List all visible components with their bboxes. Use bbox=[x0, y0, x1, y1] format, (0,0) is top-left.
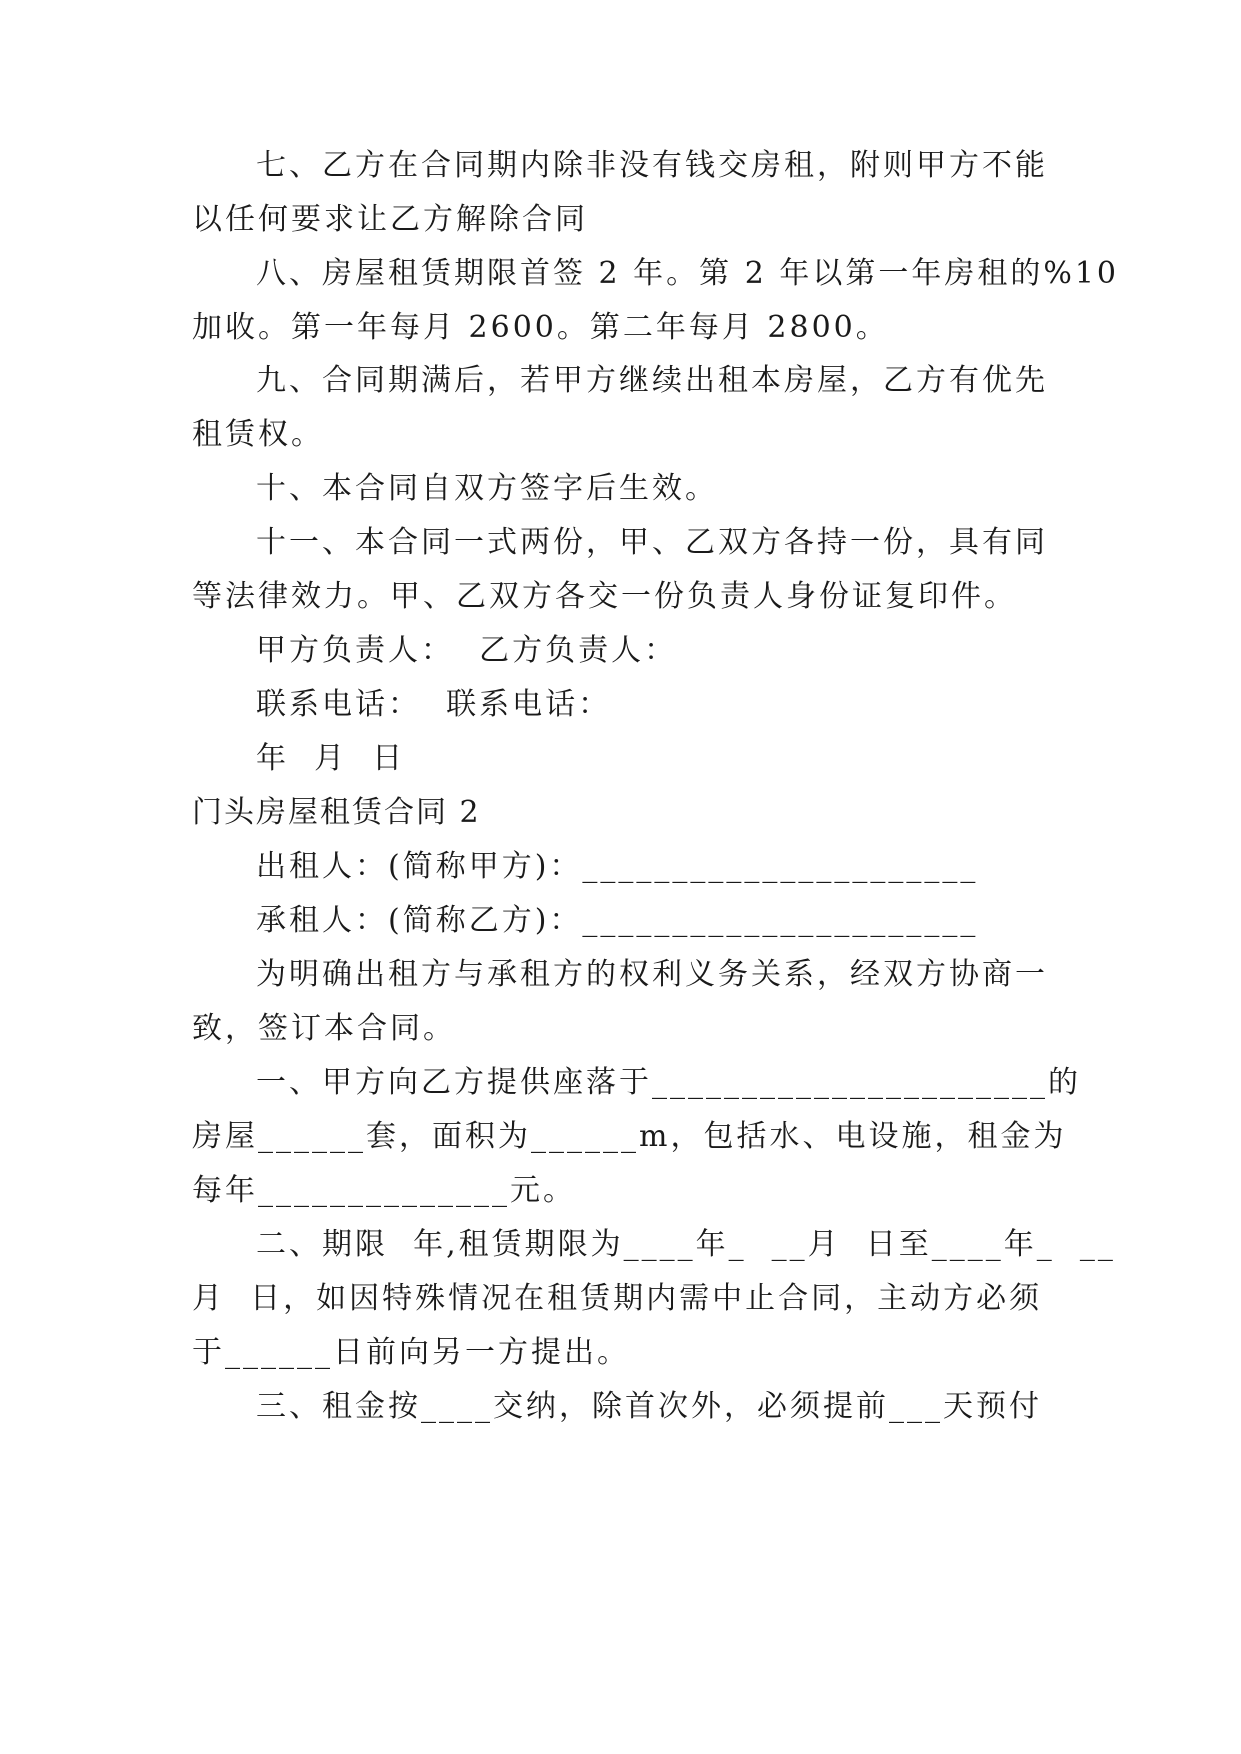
lessor-line: 出租人：(简称甲方)：______________________ bbox=[256, 849, 979, 884]
contract-2-title: 门头房屋租赁合同 2 bbox=[192, 795, 481, 830]
preamble-line-1: 为明确出租方与承租方的权利义务关系，经双方协商一 bbox=[256, 957, 1048, 992]
clause-10-line: 十、本合同自双方签字后生效。 bbox=[256, 471, 718, 506]
clause-11-line-1: 十一、本合同一式两份，甲、乙双方各持一份，具有同 bbox=[256, 525, 1048, 560]
clause-2-line-2: 月 日，如因特殊情况在租赁期内需中止合同，主动方必须 bbox=[192, 1281, 1043, 1316]
clause-1-line-3: 每年______________元。 bbox=[192, 1173, 576, 1208]
clause-7-line-2: 以任何要求让乙方解除合同 bbox=[192, 202, 588, 237]
clause-11-line-2: 等法律效力。甲、乙双方各交一份负责人身份证复印件。 bbox=[192, 579, 1017, 614]
lessee-line: 承租人：(简称乙方)：______________________ bbox=[256, 903, 979, 938]
preamble-line-2: 致，签订本合同。 bbox=[192, 1011, 456, 1046]
clause-9-line-2: 租赁权。 bbox=[192, 417, 324, 452]
clause-1-line-2: 房屋______套，面积为______m，包括水、电设施，租金为 bbox=[192, 1119, 1067, 1154]
clause-8-line-2: 加收。第一年每月 2600。第二年每月 2800。 bbox=[192, 310, 889, 345]
contact-phone-line: 联系电话： 联系电话： bbox=[256, 687, 612, 722]
clause-7-line-1: 七、乙方在合同期内除非没有钱交房租，附则甲方不能 bbox=[256, 148, 1048, 183]
signatory-line: 甲方负责人： 乙方负责人： bbox=[256, 633, 678, 668]
date-line: 年 月 日 bbox=[256, 741, 406, 776]
clause-2-line-3: 于______日前向另一方提出。 bbox=[192, 1335, 630, 1370]
clause-3-line-1: 三、租金按____交纳，除首次外，必须提前___天预付 bbox=[256, 1389, 1042, 1424]
clause-9-line-1: 九、合同期满后，若甲方继续出租本房屋，乙方有优先 bbox=[256, 363, 1048, 398]
clause-1-line-1: 一、甲方向乙方提供座落于______________________的 bbox=[256, 1065, 1081, 1100]
clause-2-line-1: 二、期限 年,租赁期限为____年_ __月 日至____年_ __ bbox=[256, 1227, 1116, 1262]
clause-8-line-1: 八、房屋租赁期限首签 2 年。第 2 年以第一年房租的%10 bbox=[256, 256, 1119, 291]
